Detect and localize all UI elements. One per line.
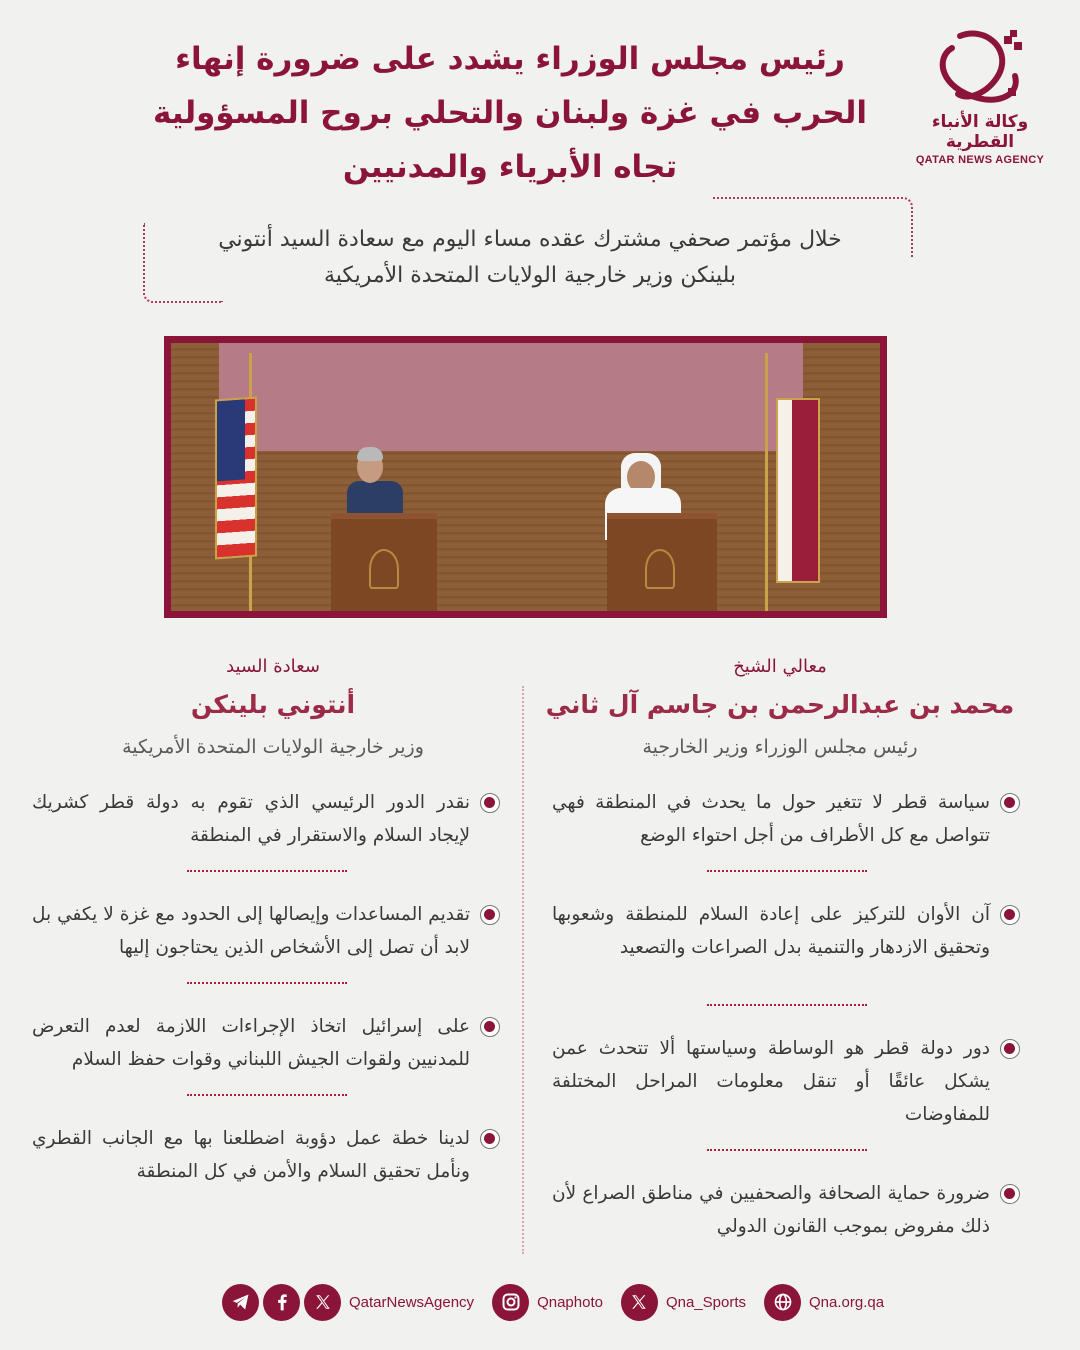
subtitle-line-1: خلال مؤتمر صحفي مشترك عقده مساء اليوم مع سعادة السيد أنتوني <box>218 227 842 252</box>
subtitle-line-2: بلينكن وزير خارجية الولايات المتحدة الأمريكية <box>323 263 737 288</box>
flag-pole-qatar <box>765 353 768 615</box>
list-item: نقدر الدور الرئيسي الذي تقوم به دولة قطر كشريك لإيجاد السلام والاستقرار في المنطقة <box>32 786 502 852</box>
facebook-icon[interactable] <box>263 1284 300 1321</box>
headline-line-2: الحرب في غزة ولبنان والتحلي بروح المسؤولية <box>152 95 867 131</box>
speaker-left-hair <box>357 447 383 461</box>
list-item: ضرورة حماية الصحافة والصحفيين في مناطق الصراع لأن ذلك مفروض بموجب القانون الدولي <box>552 1177 1022 1243</box>
bullet-icon <box>480 905 500 925</box>
headline <box>140 32 880 194</box>
subtitle <box>160 222 900 294</box>
bullet-icon <box>480 1017 500 1037</box>
bullet-icon <box>480 793 500 813</box>
list-item: آن الأوان للتركيز على إعادة السلام للمنطقة وشعوبها وتحقيق الازدهار والتنمية بدل الصراعات والتصعيد <box>552 898 1022 964</box>
instagram-icon[interactable] <box>492 1284 529 1321</box>
column-divider <box>522 686 524 1254</box>
social-footer <box>222 1282 902 1322</box>
speaker-right-title: رئيس مجلس الوزراء وزير الخارجية <box>642 736 918 758</box>
speaker-left-header <box>38 652 508 762</box>
podium-left <box>331 513 437 611</box>
website-link[interactable]: Qna.org.qa <box>809 1293 885 1311</box>
podium-right <box>607 513 717 611</box>
dotted-separator <box>187 982 347 984</box>
globe-icon[interactable] <box>764 1284 801 1321</box>
qatar-emblem-icon <box>645 549 675 589</box>
speaker-left-name: أنتوني بلينكن <box>190 690 356 719</box>
list-item: سياسة قطر لا تتغير حول ما يحدث في المنطقة فهي تتواصل مع كل الأطراف من أجل احتواء الوضع <box>552 786 1022 852</box>
list-item: على إسرائيل اتخاذ الإجراءات اللازمة لعدم التعرض للمدنيين ولقوات الجيش اللبناني وقوات حفظ السلام <box>32 1010 502 1076</box>
speaker-left-honorific: سعادة السيد <box>226 656 320 677</box>
qna-emblem-icon <box>930 28 1030 110</box>
brand-name-arabic: وكالة الأنباء القطرية <box>931 112 1029 152</box>
list-item: لدينا خطة عمل دؤوبة اضطلعنا بها مع الجانب القطري ونأمل تحقيق السلام والأمن في كل المنطقة <box>32 1122 502 1188</box>
press-conference-photo <box>164 336 887 618</box>
list-item: تقديم المساعدات وإيصالها إلى الحدود مع غزة لا يكفي بل لابد أن تصل إلى الأشخاص الذين يحتاجون إليها <box>32 898 502 964</box>
headline-line-1: رئيس مجلس الوزراء يشدد على ضرورة إنهاء <box>175 41 845 77</box>
bullet-icon <box>1000 1184 1020 1204</box>
brand-name-english: QATAR NEWS AGENCY <box>915 154 1045 166</box>
list-item: دور دولة قطر هو الوساطة وسياستها ألا تتحدث عمن يشكل عائقًا أو تنقل معلومات المراحل المختلفة للمفاوضات <box>552 1032 1022 1131</box>
qna-logo <box>905 28 1055 166</box>
speaker-left-title: وزير خارجية الولايات المتحدة الأمريكية <box>122 736 424 758</box>
x-icon[interactable] <box>621 1284 658 1321</box>
bullet-icon <box>1000 793 1020 813</box>
speaker-right-points <box>552 786 1022 1243</box>
account-qna-sports[interactable]: Qna_Sports <box>665 1293 746 1311</box>
us-flag <box>215 397 257 560</box>
dotted-separator <box>707 1004 867 1006</box>
speaker-right-header <box>545 652 1015 762</box>
speaker-right-name: محمد بن عبدالرحمن بن جاسم آل ثاني <box>545 690 1015 719</box>
telegram-icon[interactable] <box>222 1284 259 1321</box>
dotted-separator <box>187 1094 347 1096</box>
bullet-icon <box>1000 1039 1020 1059</box>
bullet-icon <box>1000 905 1020 925</box>
x-icon[interactable] <box>304 1284 341 1321</box>
dotted-separator <box>187 870 347 872</box>
dotted-separator <box>707 870 867 872</box>
backdrop-screen <box>219 343 803 451</box>
account-qatarnewsagency[interactable]: QatarNewsAgency <box>349 1293 475 1311</box>
qatar-emblem-icon <box>369 549 399 589</box>
speaker-right-honorific: معالي الشيخ <box>733 656 827 677</box>
dotted-separator <box>707 1149 867 1151</box>
qatar-flag <box>776 398 820 583</box>
speaker-left-points <box>32 786 502 1188</box>
account-qnaphoto[interactable]: Qnaphoto <box>537 1293 603 1311</box>
bullet-icon <box>480 1129 500 1149</box>
headline-line-3: تجاه الأبرياء والمدنيين <box>342 149 678 185</box>
